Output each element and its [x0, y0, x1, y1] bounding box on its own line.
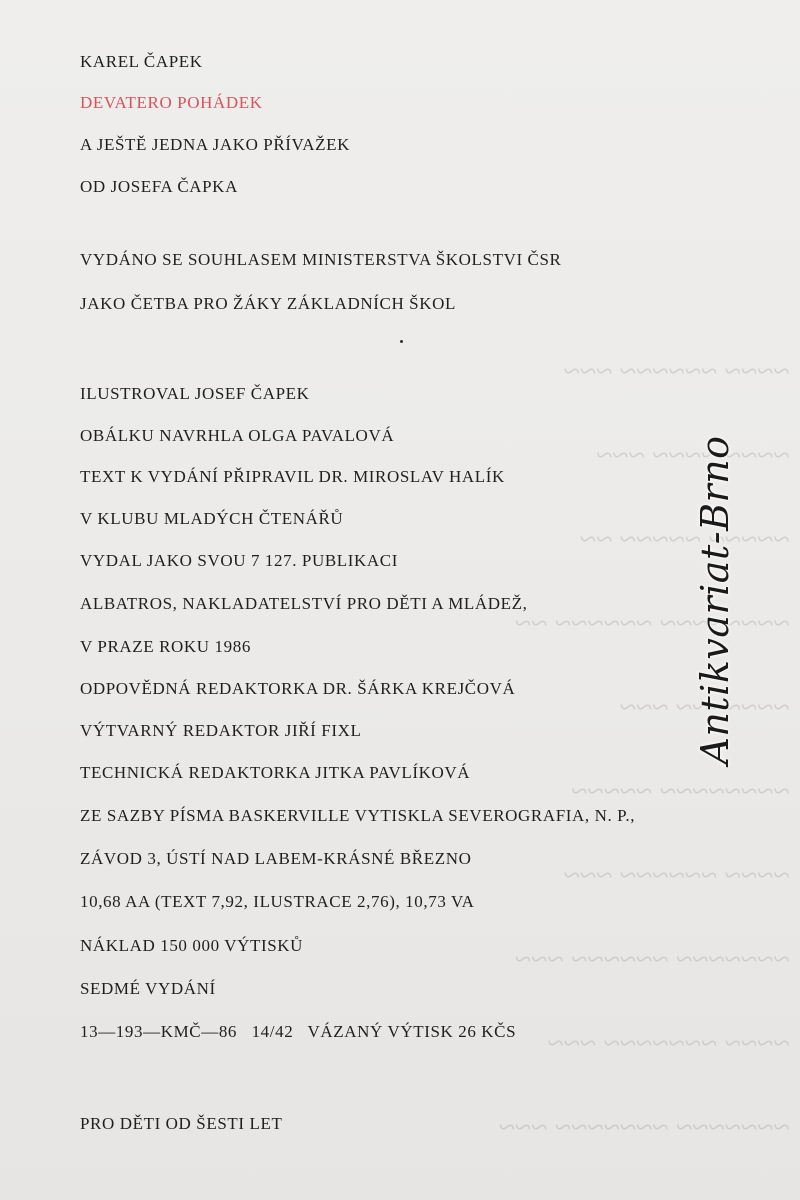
place-year-line: V PRAZE ROKU 1986 — [80, 637, 251, 656]
text-preparation-line: TEXT K VYDÁNÍ PŘIPRAVIL DR. MIROSLAV HALÍK — [80, 467, 505, 486]
technical-editor-line: TECHNICKÁ REDAKTORKA JITKA PAVLÍKOVÁ — [80, 763, 471, 782]
subtitle-line-1: A JEŠTĚ JEDNA JAKO PŘÍVAŽEK — [80, 135, 350, 154]
approval-line-1: VYDÁNO SE SOUHLASEM MINISTERSTVA ŠKOLSTVI ČSR — [80, 250, 562, 269]
publisher-line: ALBATROS, NAKLADATELSTVÍ PRO DĚTI A MLÁDEŽ, — [80, 594, 528, 613]
printing-line-1: ZE SAZBY PÍSMA BASKERVILLE VYTISKLA SEVEROGRAFIA, N. P., — [80, 806, 636, 825]
catalog-codes-line: 13—193—KMČ—86 14/42 VÁZANÝ VÝTISK 26 KČS — [80, 1022, 517, 1041]
subtitle-line-2: OD JOSEFA ČAPKA — [80, 177, 238, 196]
publication-number-line: VYDAL JAKO SVOU 7 127. PUBLIKACI — [80, 551, 398, 570]
author-line: KAREL ČAPEK — [80, 52, 203, 71]
ink-speck — [400, 340, 403, 343]
editor-line: ODPOVĚDNÁ REDAKTORKA DR. ŠÁRKA KREJČOVÁ — [80, 679, 516, 698]
audience-line: PRO DĚTI OD ŠESTI LET — [80, 1114, 283, 1133]
show-through-text: ~~~~ ~~~~~~ ~~~ ~~~~ ~~~~ ~~~ ~~~~~ ~~~~~ ~~ ~~~~~~~~ ~~~~~~ ~~ ~~~~~~~ ~~~ ~~~~~~~~ ~~~~~ ~~~~ ~~~~~~ ~~~ ~~~~~~~ ~~~~~~ ~~~ ~~~~ ~~~~~~~ ~~~ ~~~~~~~ ~~~~~~~ ~~~ — [499, 355, 790, 1144]
cover-designer-line: OBÁLKU NAVRHLA OLGA PAVALOVÁ — [80, 426, 395, 445]
club-line: V KLUBU MLADÝCH ČTENÁŘŮ — [80, 509, 344, 528]
approval-line-2: JAKO ČETBA PRO ŽÁKY ZÁKLADNÍCH ŠKOL — [80, 294, 456, 313]
art-editor-line: VÝTVARNÝ REDAKTOR JIŘÍ FIXL — [80, 721, 362, 740]
illustrator-line: ILUSTROVAL JOSEF ČAPEK — [80, 384, 310, 403]
book-title: DEVATERO POHÁDEK — [80, 93, 263, 112]
print-run-line: NÁKLAD 150 000 VÝTISKŮ — [80, 936, 304, 955]
printing-line-2: ZÁVOD 3, ÚSTÍ NAD LABEM-KRÁSNÉ BŘEZNO — [80, 849, 472, 868]
watermark-text: Antikvariat-Brno — [693, 435, 737, 765]
edition-line: SEDMÉ VYDÁNÍ — [80, 979, 216, 998]
sheets-line: 10,68 AA (TEXT 7,92, ILUSTRACE 2,76), 10,73 VA — [80, 892, 475, 911]
